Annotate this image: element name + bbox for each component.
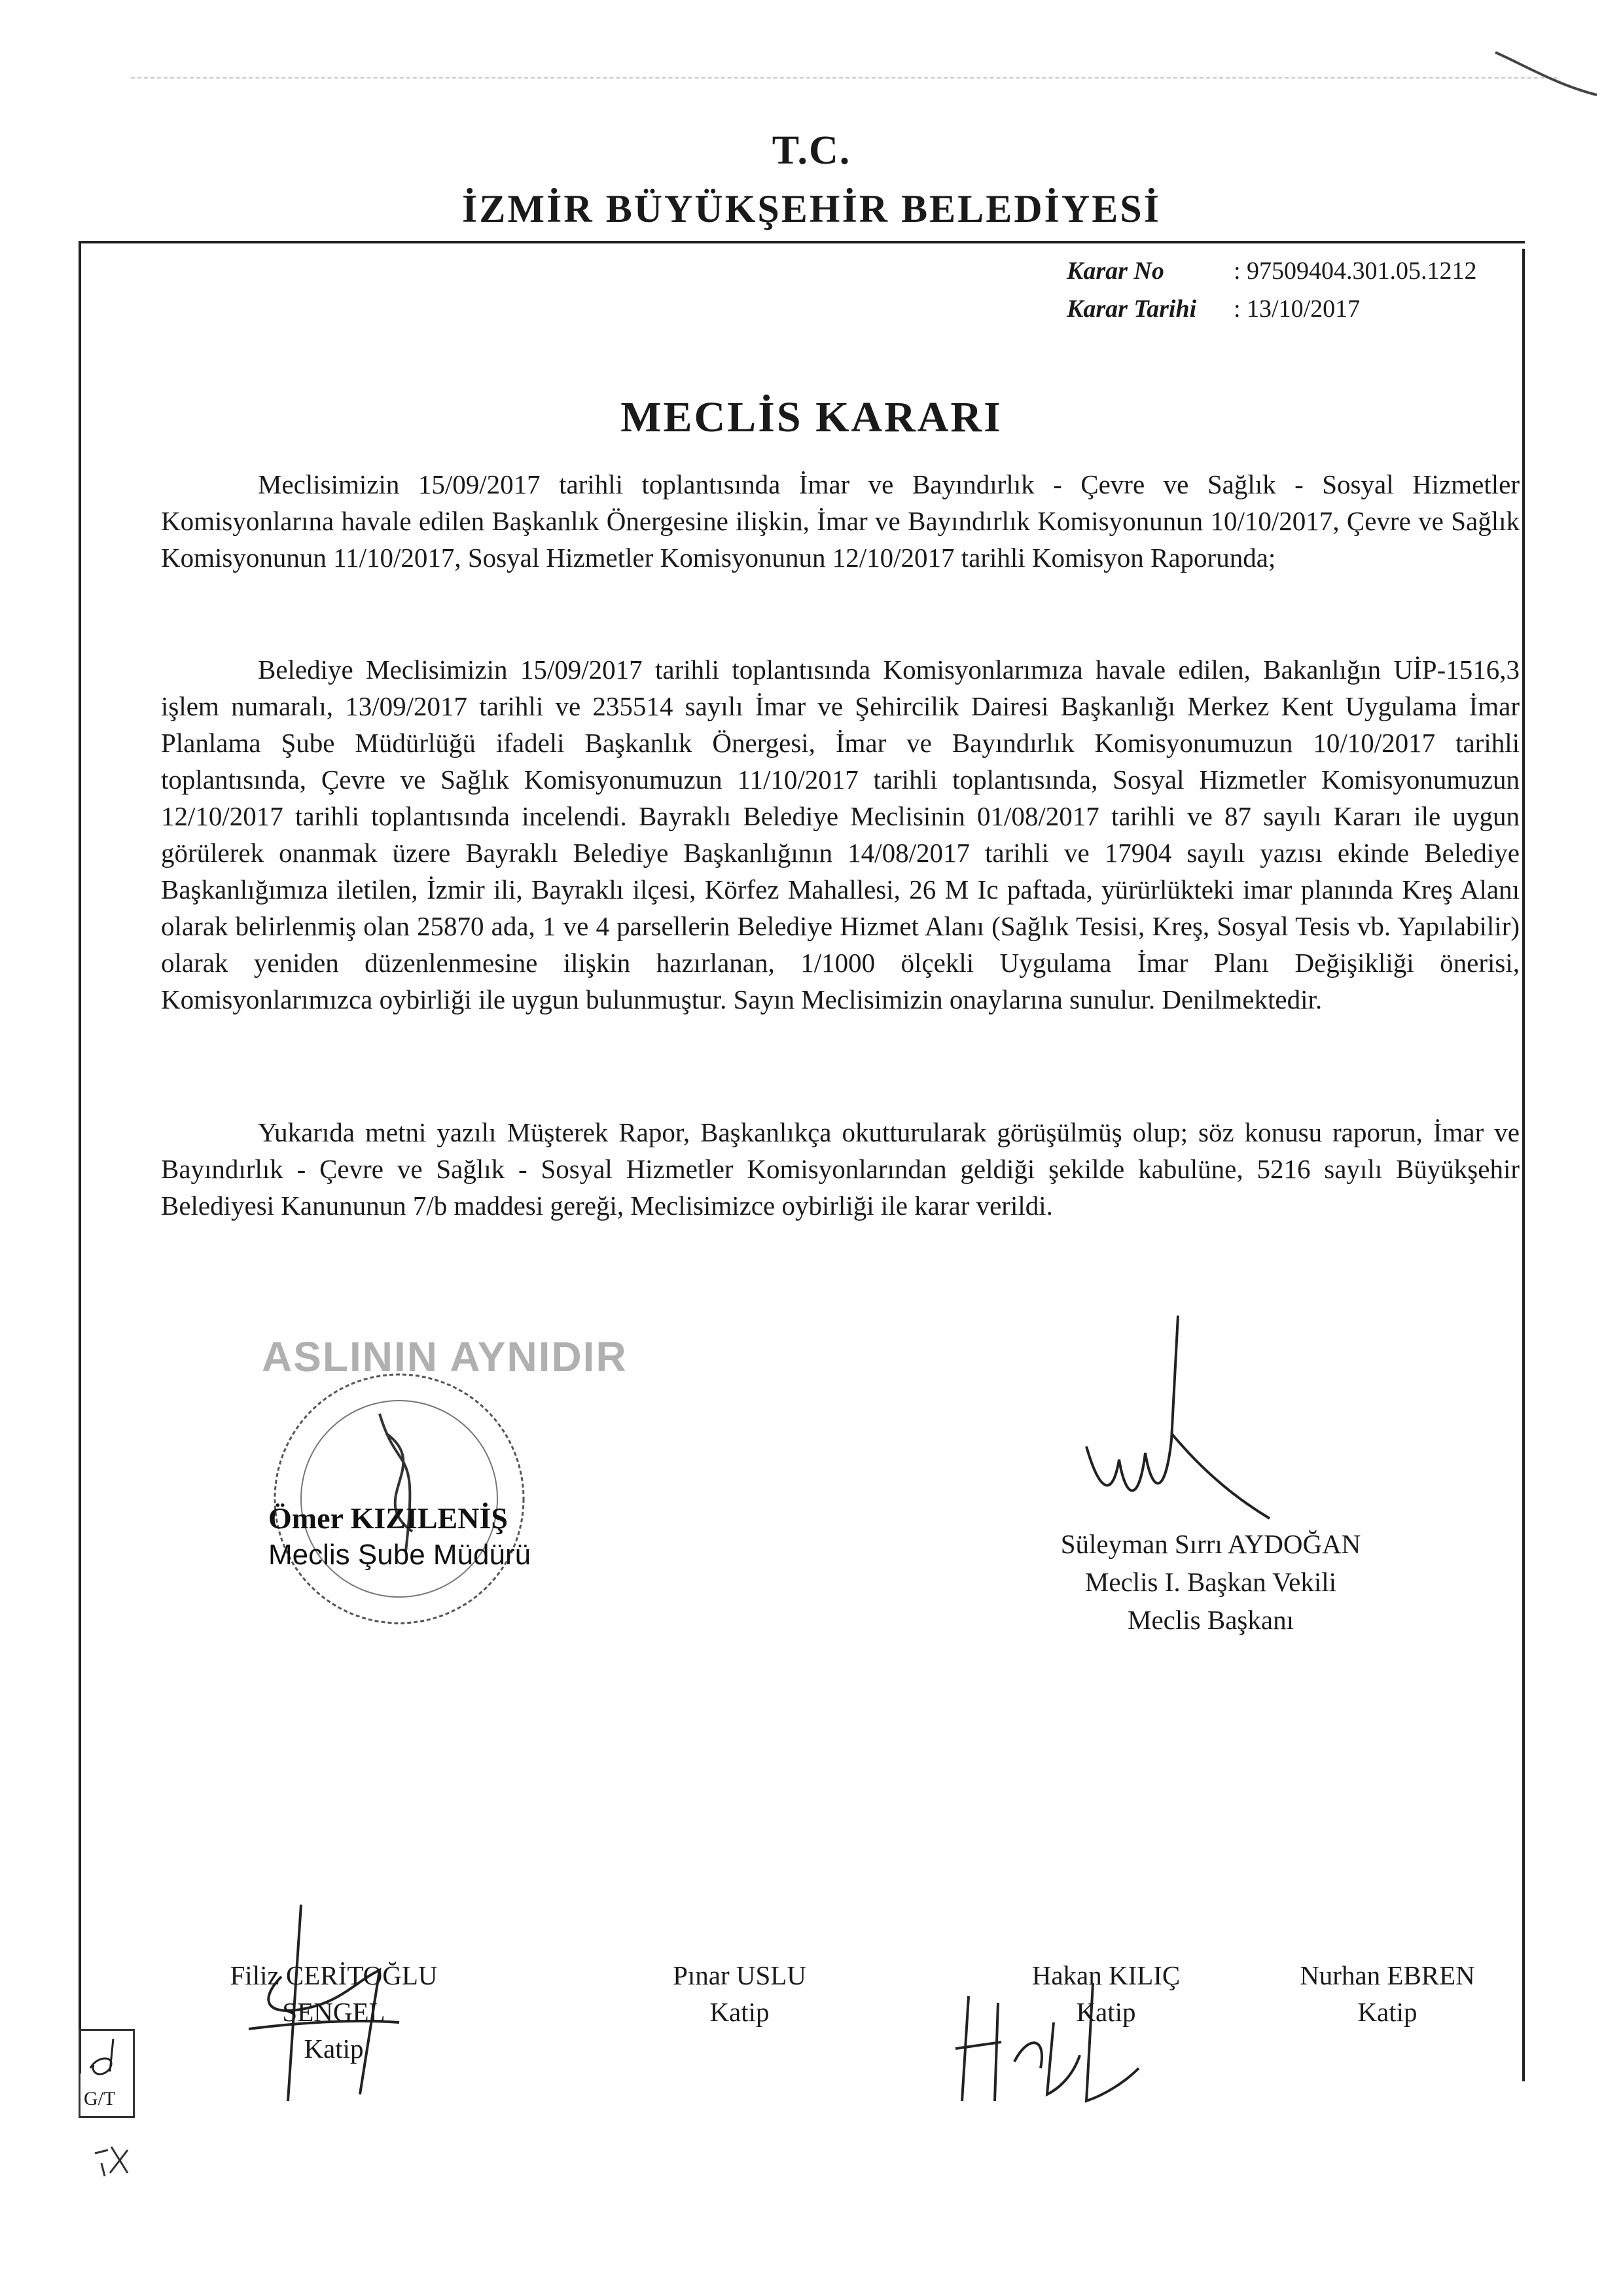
- clerk-1-role: Katip: [304, 2034, 364, 2064]
- body-paragraph-3: Yukarıda metni yazılı Müşterek Rapor, Başkanlıkça okutturularak görüşülmüş olup; söz konusu raporun, İmar ve Bayındırlık - Çevre ve Sağlık - Sosyal Hizmetler Komisyonlarından geldiği şekilde kabulüne, 5216 sayılı Büyükşehir Belediyesi Kanununun 7/b maddesi gereği, Meclisimizce oybirliği ile karar verildi.: [161, 1117, 1520, 1221]
- body-paragraph-1: Meclisimizin 15/09/2017 tarihli toplantısında İmar ve Bayındırlık - Çevre ve Sağlık - Sosyal Hizmetler Komisyonlarına havale edilen Başkanlık Önergesine ilişkin, İmar ve Bayındırlık Komisyonunun 10/10/2017, Çevre ve Sağlık Komisyonunun 11/10/2017, Sosyal Hizmetler Komisyonunun 12/10/2017 tarihli Komisyon Raporunda;: [161, 469, 1520, 573]
- clerk-1-name: Filiz CERİTOĞLU SENGEL: [230, 1960, 438, 2027]
- president-block: [969, 1525, 1453, 1639]
- header-title-municipality: İZMİR BÜYÜKŞEHİR BELEDİYESİ: [462, 187, 1161, 230]
- body-paragraph-2: Belediye Meclisimizin 15/09/2017 tarihli toplantısında Komisyonlarımıza havale edilen, Bakanlığın UİP-1516,3 işlem numaralı, 13/09/2017 tarihli ve 235514 sayılı İmar ve Şehircilik Dairesi Başkanlığı Merkez Kent Uygulama İmar Planlama Şube Müdürlüğü ifadeli Başkanlık Önergesi, İmar ve Bayındırlık Komisyonumuzun 10/10/2017 tarihli toplantısında, Çevre ve Sağlık Komisyonumuzun 11/10/2017 tarihli toplantısında, Sosyal Hizmetler Komisyonumuzun 12/10/2017 tarihli toplantısında incelendi. Bayraklı Belediye Meclisinin 01/08/2017 tarihli ve 87 sayılı Kararı ile uygun görülerek onanmak üzere Bayraklı Belediye Başkanlığının 14/08/2017 tarihli ve 17904 sayılı yazısı ekinde Belediye Başkanlığımıza iletilen, İzmir ili, Bayraklı ilçesi, Körfez Mahallesi, 26 M Ic paftada, yürürlükteki imar planında Kreş Alanı olarak belirlenmiş olan 25870 ada, 1 ve 4 parsellerin Belediye Hizmet Alanı (Sağlık Tesisi, Kreş, Sosyal Tesis vb. Yapılabilir) olarak yeniden düzenlenmesine ilişkin hazırlanan, 1/1000 ölçekli Uygulama İmar Planı Değişikliği önerisi, Komisyonlarımızca oybirliği ile uygun bulunmuştur. Sayın Meclisimizin onaylarına sunulur. Denilmektedir.: [161, 655, 1520, 1014]
- decision-number-value: : 97509404.301.05.1212: [1234, 257, 1477, 285]
- decision-date-row: [1067, 290, 1477, 328]
- decision-number-row: [1067, 252, 1477, 290]
- stamp-text-aslinin-aynidir: ASLININ AYNIDIR: [262, 1333, 628, 1380]
- president-role-1: Meclis I. Başkan Vekili: [1084, 1567, 1337, 1597]
- decision-meta: [1067, 252, 1477, 328]
- pen-stroke-mark: [1492, 39, 1603, 105]
- decision-date-label: Karar Tarihi: [1067, 295, 1197, 323]
- clerk-4-name: Nurhan EBREN: [1300, 1960, 1475, 1990]
- clerk-3: [949, 1957, 1263, 2030]
- clerk-3-name: Hakan KILIÇ: [1031, 1960, 1181, 1990]
- president-role-2: Meclis Başkanı: [1128, 1605, 1294, 1635]
- scan-top-rule: [131, 77, 1558, 79]
- president-name: Süleyman Sırrı AYDOĞAN: [1060, 1529, 1361, 1559]
- clerk-3-role: Katip: [1076, 1997, 1136, 2027]
- header-title-tc: T.C.: [772, 128, 851, 173]
- decision-number-label: Karar No: [1067, 257, 1164, 285]
- clerk-4-role: Katip: [1357, 1997, 1418, 2027]
- document-heading: MECLİS KARARI: [620, 393, 1003, 441]
- corner-initial-mark: [84, 2036, 126, 2081]
- certification-stamp: [249, 1333, 628, 1636]
- clerk-2-name: Pınar USLU: [673, 1960, 806, 1990]
- clerk-1: [177, 1957, 491, 2067]
- decision-date-value: : 13/10/2017: [1234, 295, 1361, 323]
- corner-box-label: G/T: [84, 2088, 116, 2109]
- handwritten-footnote-mark: [92, 2140, 137, 2179]
- frame-left-border: [79, 241, 81, 2073]
- stamp-text-name: Ömer KIZILENİŞ: [268, 1501, 508, 1535]
- frame-top-border: [79, 241, 1525, 243]
- clerk-4: [1230, 1957, 1544, 2030]
- clerk-2: [582, 1957, 897, 2030]
- clerk-2-role: Katip: [709, 1997, 770, 2027]
- frame-right-border: [1522, 249, 1525, 2081]
- stamp-text-role: Meclis Şube Müdürü: [268, 1539, 531, 1571]
- president-signature: [1073, 1302, 1283, 1525]
